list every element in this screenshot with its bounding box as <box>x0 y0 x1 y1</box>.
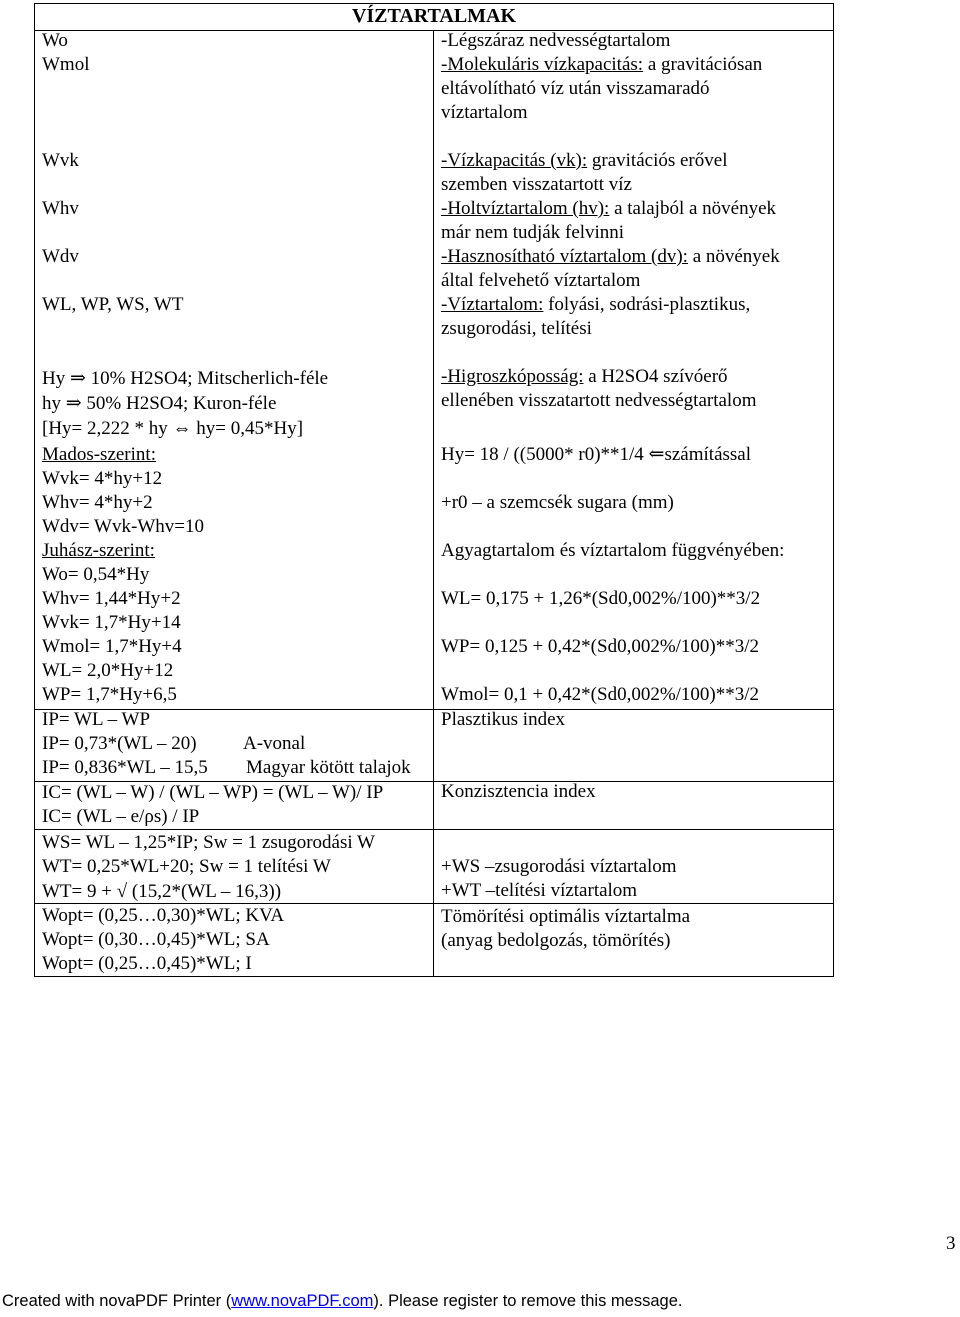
footer-text: ). Please register to remove this message. <box>373 1292 683 1310</box>
right-line: WP= 0,125 + 0,42*(Sd0,002%/100)**3/2 <box>441 636 760 657</box>
left-line: Wvk= 4*hy+12 <box>42 468 163 489</box>
left-line: IP= WL – WP <box>42 709 151 730</box>
column-divider <box>433 30 434 977</box>
left-line: WS= WL – 1,25*IP; Sw = 1 zsugorodási W <box>42 832 375 853</box>
right-line: Hy= 18 / ((5000* r0)**1/4 ⇐számítással <box>441 444 752 465</box>
definition: a növények <box>687 246 780 267</box>
definition: a talajból a növények <box>609 198 777 219</box>
left-line: hy ⇒ 50% H2SO4; Kuron-féle <box>42 393 277 414</box>
term: -Vízkapacitás (vk): <box>441 150 588 171</box>
definition: gravitációs erővel <box>587 150 728 171</box>
left-line: Whv <box>42 198 79 219</box>
left-line: Wopt= (0,25…0,30)*WL; KVA <box>42 905 285 926</box>
right-line: Wmol= 0,1 + 0,42*(Sd0,002%/100)**3/2 <box>441 684 760 705</box>
right-line: (anyag bedolgozás, tömörítés) <box>441 930 671 951</box>
right-line: Konzisztencia index <box>441 781 596 802</box>
row-divider <box>35 829 833 830</box>
right-line: +WT –telítési víztartalom <box>441 880 638 901</box>
right-line <box>441 366 728 388</box>
main-table <box>34 3 834 977</box>
left-line: WP= 1,7*Hy+6,5 <box>42 684 177 705</box>
right-line: víztartalom <box>441 102 528 123</box>
row-divider <box>35 709 833 710</box>
left-line: Wvk <box>42 150 79 171</box>
left-line: IC= (WL – W) / (WL – WP) = (WL – W)/ IP <box>42 782 384 803</box>
right-line: eltávolítható víz után visszamaradó <box>441 78 710 99</box>
left-line: Whv= 4*hy+2 <box>42 492 153 513</box>
term: -Holtvíztartalom (hv): <box>441 198 610 219</box>
left-line: Wo= 0,54*Hy <box>42 564 150 585</box>
definition: folyási, sodrási-plasztikus, <box>543 294 751 315</box>
left-line: Wmol <box>42 54 90 75</box>
left-line: Mados-szerint: <box>42 444 156 465</box>
left-line: IP= 0,836*WL – 15,5 <box>42 757 208 778</box>
left-line: WT= 9 + √ (15,2*(WL – 16,3)) <box>42 881 282 902</box>
right-line: +r0 – a szemcsék sugara (mm) <box>441 492 674 513</box>
right-line: Tömörítési optimális víztartalma <box>441 906 691 927</box>
term: -Higroszkóposság: <box>441 366 584 387</box>
left-line: WL, WP, WS, WT <box>42 294 184 315</box>
left-note: A-vonal <box>243 733 306 754</box>
left-line: Wopt= (0,25…0,45)*WL; I <box>42 953 252 974</box>
right-line: által felvehető víztartalom <box>441 270 641 291</box>
definition: a H2SO4 szívóerő <box>583 366 728 387</box>
right-line <box>441 54 762 76</box>
left-note: Magyar kötött talajok <box>246 757 411 778</box>
right-line: +WS –zsugorodási víztartalom <box>441 856 677 877</box>
right-line: Plasztikus index <box>441 709 566 730</box>
row-divider <box>35 903 833 904</box>
left-line: WT= 0,25*WL+20; Sw = 1 telítési W <box>42 856 331 877</box>
left-line: Hy ⇒ 10% H2SO4; Mitscherlich-féle <box>42 368 329 389</box>
left-line: Wo <box>42 30 68 51</box>
footer-text: Created with novaPDF Printer ( <box>2 1292 232 1310</box>
left-line: WL= 2,0*Hy+12 <box>42 660 174 681</box>
left-line: Wopt= (0,30…0,45)*WL; SA <box>42 929 270 950</box>
right-line: szemben visszatartott víz <box>441 174 632 195</box>
page-number: 3 <box>946 1233 956 1254</box>
left-line: Wdv <box>42 246 79 267</box>
right-line: Agyagtartalom és víztartalom függvényében: <box>441 540 785 561</box>
right-line: WL= 0,175 + 1,26*(Sd0,002%/100)**3/2 <box>441 588 761 609</box>
term: -Hasznosítható víztartalom (dv): <box>441 246 688 267</box>
definition: a gravitációsan <box>643 54 763 75</box>
left-line: Wvk= 1,7*Hy+14 <box>42 612 181 633</box>
left-line: Whv= 1,44*Hy+2 <box>42 588 181 609</box>
right-line <box>441 150 727 172</box>
left-line: [Hy= 2,222 * hy ⇔ hy= 0,45*Hy] <box>42 418 304 439</box>
footer-notice <box>2 1292 682 1311</box>
left-line: Wdv= Wvk-Whv=10 <box>42 516 204 537</box>
right-line: már nem tudják felvinni <box>441 222 625 243</box>
term: -Molekuláris vízkapacitás: <box>441 54 644 75</box>
footer-link[interactable]: www.novaPDF.com <box>231 1292 374 1310</box>
right-line: -Légszáraz nedvességtartalom <box>441 30 671 51</box>
right-line <box>441 246 780 268</box>
page-title: VÍZTARTALMAK <box>35 4 833 31</box>
left-line: IC= (WL – e/ρs) / IP <box>42 806 200 827</box>
left-line: Juhász-szerint: <box>42 540 155 561</box>
right-line <box>441 294 750 316</box>
right-line: ellenében visszatartott nedvességtartalom <box>441 390 757 411</box>
left-line: Wmol= 1,7*Hy+4 <box>42 636 182 657</box>
right-line <box>441 198 776 220</box>
right-line: zsugorodási, telítési <box>441 318 592 339</box>
term: -Víztartalom: <box>441 294 544 315</box>
left-line: IP= 0,73*(WL – 20) <box>42 733 197 754</box>
